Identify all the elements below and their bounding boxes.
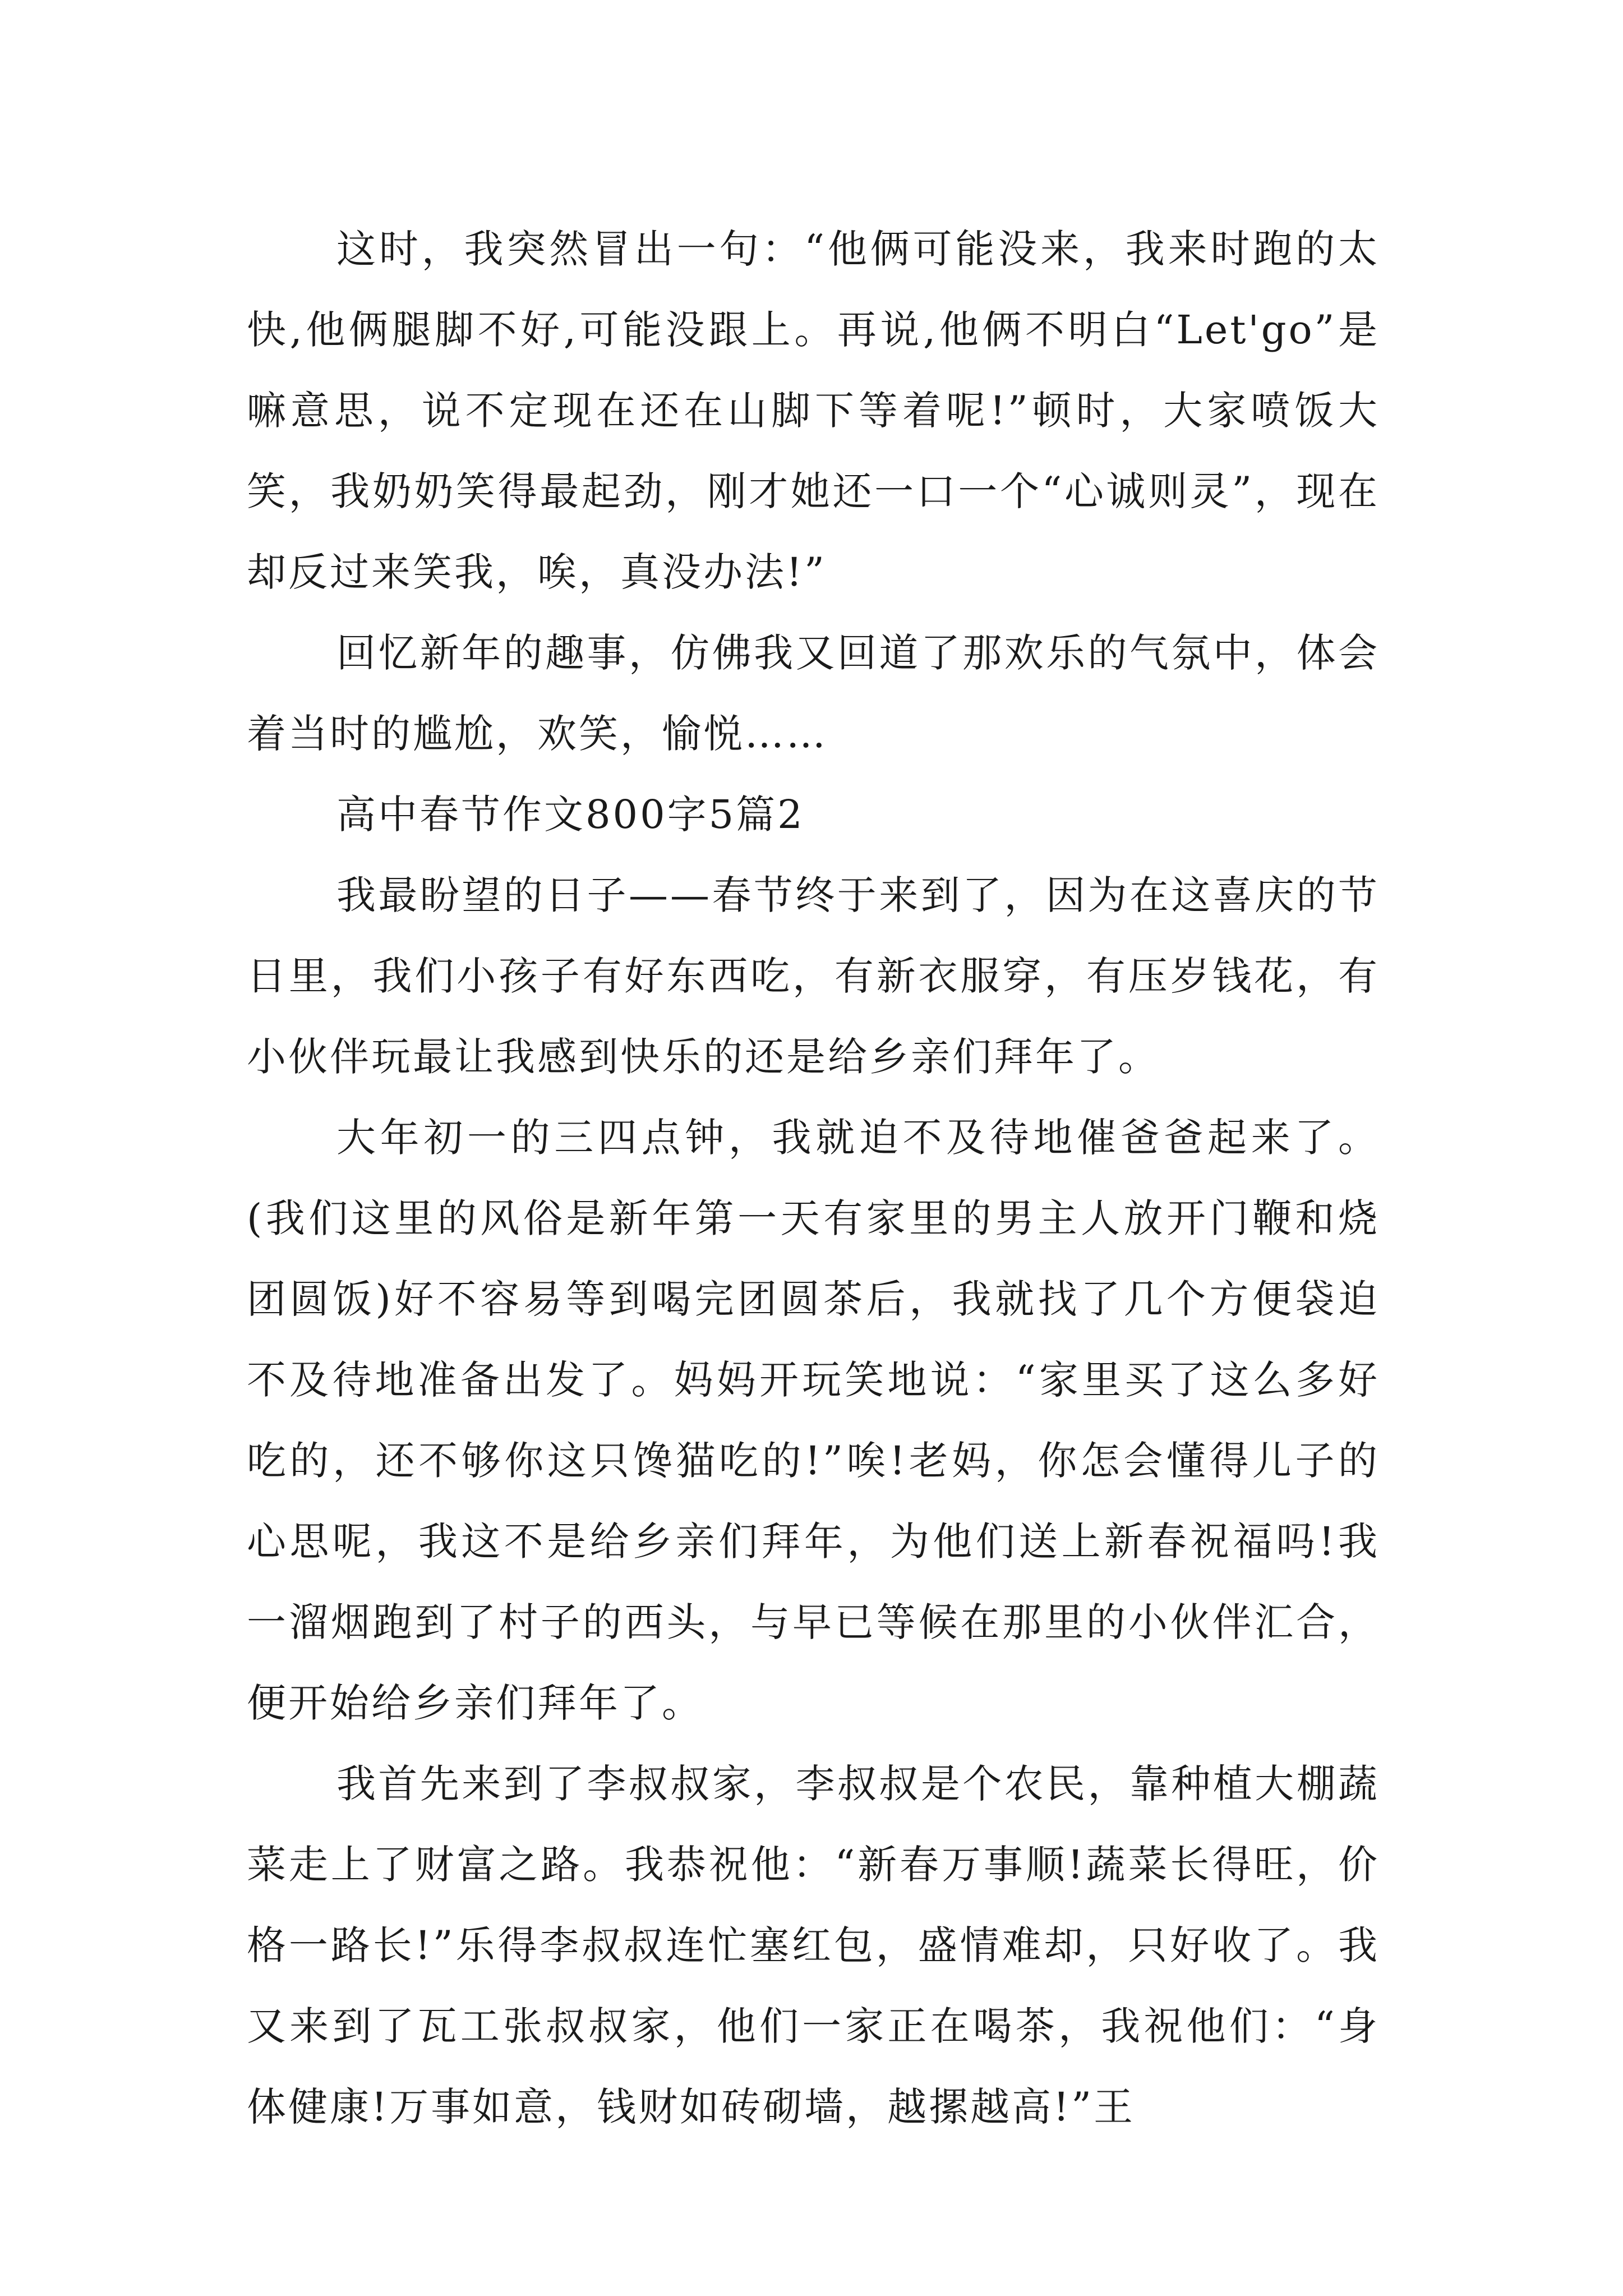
section-heading: 高中春节作文800字5篇2 bbox=[336, 792, 805, 838]
paragraph: 这时，我突然冒出一句：“他俩可能没来，我来时跑的太快,他俩腿脚不好,可能没跟上。再说,他俩不明白“Let'go”是嘛意思，说不定现在还在山脚下等着呢!”顿时，大家喷饭大笑，我奶奶笑得最起劲，刚才她还一口一个“心诚则灵”，现在却反过来笑我，唉，真没办法!” bbox=[247, 226, 1380, 595]
paragraph: 我最盼望的日子——春节终于来到了，因为在这喜庆的节日里，我们小孩子有好东西吃，有新衣服穿，有压岁钱花，有小伙伴玩最让我感到快乐的还是给乡亲们拜年了。 bbox=[247, 872, 1380, 1080]
paragraph: 大年初一的三四点钟，我就迫不及待地催爸爸起来了。(我们这里的风俗是新年第一天有家里的男主人放开门鞭和烧团圆饭)好不容易等到喝完团圆茶后，我就找了几个方便袋迫不及待地准备出发了。妈妈开玩笑地说：“家里买了这么多好吃的，还不够你这只馋猫吃的!”唉!老妈，你怎会懂得儿子的心思呢，我这不是给乡亲们拜年，为他们送上新春祝福吗!我一溜烟跑到了村子的西头，与早已等候在那里的小伙伴汇合，便开始给乡亲们拜年了。 bbox=[247, 1115, 1380, 1726]
document-body bbox=[247, 209, 1380, 2147]
paragraph: 我首先来到了李叔叔家，李叔叔是个农民，靠种植大棚蔬菜走上了财富之路。我恭祝他：“新春万事顺!蔬菜长得旺，价格一路长!”乐得李叔叔连忙塞红包，盛情难却，只好收了。我又来到了瓦工张叔叔家，他们一家正在喝茶，我祝他们：“身体健康!万事如意，钱财如砖砌墙，越摞越高!”王 bbox=[247, 1761, 1380, 2130]
paragraph: 回忆新年的趣事，仿佛我又回道了那欢乐的气氛中，体会着当时的尴尬，欢笑，愉悦…… bbox=[247, 630, 1380, 757]
